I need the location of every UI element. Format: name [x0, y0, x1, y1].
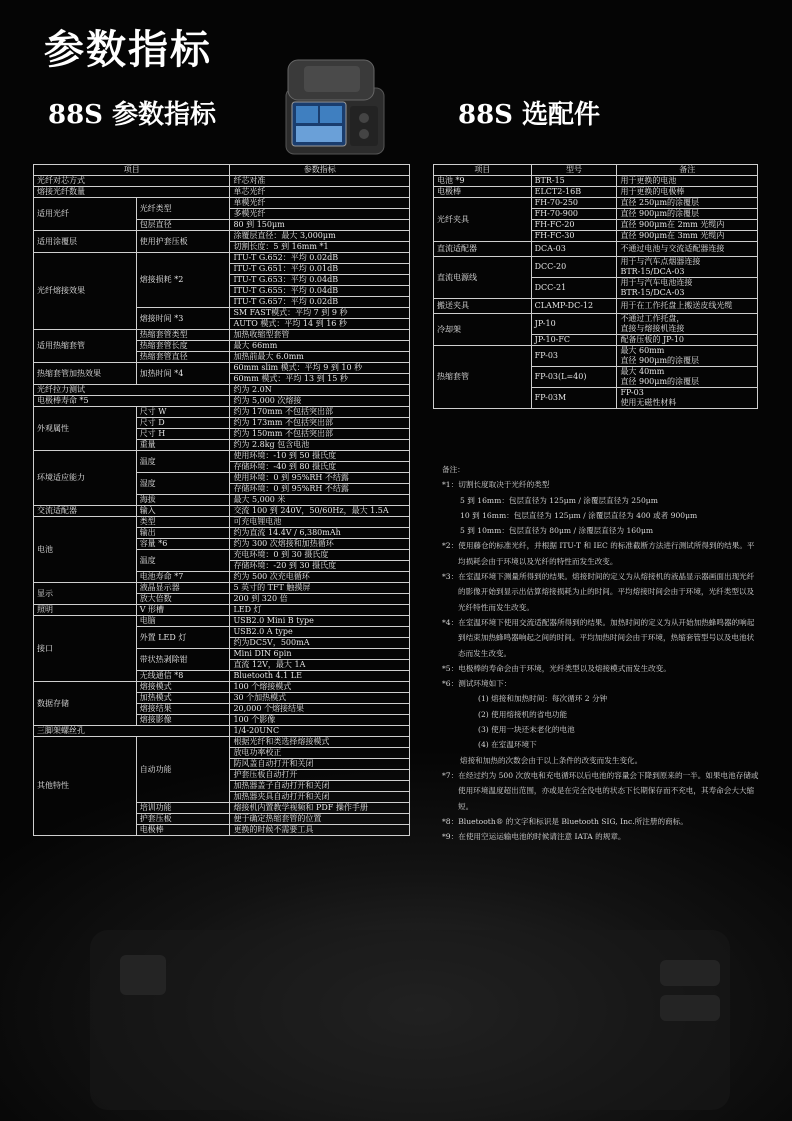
accessory-note-line1: 用于与汽车电池连接	[620, 278, 693, 287]
spec-value: 60mm slim 模式：平均 9 到 10 秒	[230, 363, 410, 374]
spec-value: 存储环境：0 到 95%RH 不结露	[230, 484, 410, 495]
spec-sublabel: 液晶显示器	[136, 583, 230, 594]
accessory-header-note: 备注	[617, 165, 758, 176]
spec-value: 交流 100 到 240V，50/60Hz，最大 1.5A	[230, 506, 410, 517]
accessory-note-line2: BTR-15/DCA-03	[620, 267, 685, 276]
spec-sublabel: 熔接结果	[136, 704, 230, 715]
spec-label: 熔接光纤数量	[34, 187, 230, 198]
note-3: *3：在室温环境下测量所得到的结果。熔接时间的定义为从熔接机的液晶显示器画面出现光纤的影像开始到显示出估算熔接损耗为止的时间。平均熔接时间会由于环境，光纤类型以及光纤特性而发生改变。	[442, 572, 755, 612]
spec-sublabel: 湿度	[136, 473, 230, 495]
spec-value: 熔接机内置教学视频和 PDF 操作手册	[230, 803, 410, 814]
accessory-note: 直径 900μm的涂覆层	[617, 209, 758, 220]
accessory-model: DCC-20	[531, 257, 617, 278]
spec-value: 纤芯对准	[230, 176, 410, 187]
spec-value: AUTO 模式：平均 14 到 16 秒	[230, 319, 410, 330]
spec-value: 单模光纤	[230, 198, 410, 209]
accessory-note	[617, 346, 758, 367]
spec-sublabel: 包层直径	[136, 220, 230, 231]
spec-sublabel: 加热时间 *4	[136, 363, 230, 385]
accessory-model: FH-FC-30	[531, 231, 617, 242]
note-6a: (1) 熔接和加热时间：每次循环 2 分钟	[478, 694, 608, 704]
accessory-header-model: 型号	[531, 165, 617, 176]
notes-section	[442, 462, 760, 844]
spec-value: 放电功率校正	[230, 748, 410, 759]
spec-sublabel: 带状热剥除钳	[136, 649, 230, 671]
spec-value: 约为 170mm 不包括突出部	[230, 407, 410, 418]
spec-value: 存储环境：-40 到 80 摄氏度	[230, 462, 410, 473]
spec-sublabel: V 形槽	[136, 605, 230, 616]
spec-value: 使用环境：-10 到 50 摄氏度	[230, 451, 410, 462]
note-6e: 熔接和加热的次数会由于以上条件的改变而发生变化。	[460, 755, 643, 765]
spec-value: 约为DC5V，500mA	[230, 638, 410, 649]
accessory-model: FP-03(L=40)	[531, 367, 617, 388]
accessory-note-line1: 用于与汽车点烟器连接	[620, 257, 701, 266]
accessory-model: JP-10-FC	[531, 335, 617, 346]
spec-value: 切割长度：5 到 16mm *1	[230, 242, 410, 253]
spec-sublabel: 热缩套管类型	[136, 330, 230, 341]
spec-sublabel: 输入	[136, 506, 230, 517]
accessory-note: 直径 900μm在 3mm 光缆内	[617, 231, 758, 242]
accessory-note: 用于在工作托盘上搬送皮线光缆	[617, 299, 758, 314]
spec-value: 5 英寸的 TFT 触摸屏	[230, 583, 410, 594]
accessory-model: FP-03	[531, 346, 617, 367]
note-6b: (2) 使用熔接机的省电功能	[478, 709, 568, 719]
accessory-note: 配备压板的 JP-10	[617, 335, 758, 346]
spec-sublabel: 热缩套管直径	[136, 352, 230, 363]
spec-sublabel: 海拔	[136, 495, 230, 506]
spec-value: 20,000 个熔接结果	[230, 704, 410, 715]
spec-sublabel: 电极棒	[136, 825, 230, 836]
spec-sublabel: 熔接时间 *3	[136, 308, 230, 330]
spec-sublabel: 熔接损耗 *2	[136, 253, 230, 308]
spec-label: 三脚架螺丝孔	[34, 726, 230, 737]
spec-value: ITU-T G.655：平均 0.04dB	[230, 286, 410, 297]
spec-value: SM FAST模式：平均 7 到 9 秒	[230, 308, 410, 319]
spec-value: 加热器盖子自动打开和关闭	[230, 781, 410, 792]
accessory-model: FH-FC-20	[531, 220, 617, 231]
spec-value: 约为 2.8kg 包含电池	[230, 440, 410, 451]
spec-sublabel: 培训功能	[136, 803, 230, 814]
background-reset-button	[660, 960, 720, 986]
spec-label: 适用涂覆层	[34, 231, 137, 253]
spec-label: 外观属性	[34, 407, 137, 451]
note-2: *2：使用藤仓的标准光纤，并根据 ITU-T 和 IEC 的标准截断方法进行测试所得到的结果。平均损耗会由于环境以及光纤的特性而发生改变。	[442, 541, 755, 566]
spec-sublabel: 温度	[136, 451, 230, 473]
note-1: *1：切割长度取决于光纤的类型	[442, 480, 550, 490]
spec-label: 适用光纤	[34, 198, 137, 231]
spec-sublabel: 类型	[136, 517, 230, 528]
accessory-note-line1: FP-03	[620, 388, 644, 397]
spec-sublabel: 无线通信 *8	[136, 671, 230, 682]
accessory-model: DCA-03	[531, 242, 617, 257]
note-4: *4：在室温环境下使用交流适配器所得到的结果。加热时间的定义为从开始加热蜂鸣器的响起到结束加热蜂鸣器响起之间的时间。平均加热时间会由于环境，热缩套管型号以及电池状态而发生改变。	[442, 617, 755, 658]
spec-value: 更换的时候不需要工具	[230, 825, 410, 836]
accessory-item: 热缩套管	[434, 346, 532, 409]
note-7: *7：在经过约为 500 次放电和充电循环以后电池的容量会下降到原来的一半。如果电池存储或使用环境温度超出范围，亦或是在完全没电的状态下长期保存而不充电，其寿命会大大缩短。	[442, 770, 759, 811]
spec-header-value: 参数指标	[230, 165, 410, 176]
accessory-item: 搬送夹具	[434, 299, 532, 314]
spec-label: 照明	[34, 605, 137, 616]
spec-label: 电极棒寿命 *5	[34, 396, 230, 407]
spec-label: 接口	[34, 616, 137, 682]
spec-sublabel: 尺寸 W	[136, 407, 230, 418]
spec-value: 使用环境：0 到 95%RH 不结露	[230, 473, 410, 484]
accessory-note-line1: 最大 60mm	[620, 346, 665, 355]
spec-sublabel: 加热模式	[136, 693, 230, 704]
accessory-model: ELCT2-16B	[531, 187, 617, 198]
accessory-heading: 88S 选配件	[458, 100, 601, 130]
spec-value: 便于确定热缩套管的位置	[230, 814, 410, 825]
accessory-note-line2: 直径 900μm的涂覆层	[620, 356, 700, 365]
note-6c: (3) 使用一块还未老化的电池	[478, 725, 575, 735]
spec-value: 护套压板自动打开	[230, 770, 410, 781]
note-1c: 5 到 10mm：包层直径为 80μm / 涂覆层直径为 160μm	[460, 526, 654, 536]
spec-sublabel: 输出	[136, 528, 230, 539]
spec-label: 其他特性	[34, 737, 137, 836]
accessory-note: 不通过电池与交流适配器连接	[617, 242, 758, 257]
accessory-item: 直流电源线	[434, 257, 532, 299]
spec-value: 约为直流 14.4V / 6,380mAh	[230, 528, 410, 539]
spec-header-item: 项目	[34, 165, 230, 176]
spec-value: 1/4-20UNC	[230, 726, 410, 737]
spec-label: 热缩套管加热效果	[34, 363, 137, 385]
spec-value: 60mm 模式：平均 13 到 15 秒	[230, 374, 410, 385]
spec-value: 可充电锂电池	[230, 517, 410, 528]
spec-value: 充电环境：0 到 30 摄氏度	[230, 550, 410, 561]
spec-value: 加热前最大 6.0mm	[230, 352, 410, 363]
note-1b: 10 到 16mm：包层直径为 125μm / 涂覆层直径为 400 或者 900μm	[460, 510, 698, 520]
accessory-note-line1: 最大 40mm	[620, 367, 665, 376]
spec-label: 适用热缩套管	[34, 330, 137, 363]
spec-value: 加热收缩型套管	[230, 330, 410, 341]
accessory-note	[617, 314, 758, 335]
spec-sublabel: 熔接影像	[136, 715, 230, 726]
accessory-note: 直径 900μm在 2mm 光缆内	[617, 220, 758, 231]
spec-value: USB2.0 A type	[230, 627, 410, 638]
page-title: 参数指标	[44, 27, 212, 73]
spec-sublabel: 外置 LED 灯	[136, 627, 230, 649]
accessory-note	[617, 367, 758, 388]
spec-sublabel: 温度	[136, 550, 230, 572]
spec-sublabel: 容量 *6	[136, 539, 230, 550]
spec-sublabel: 护套压板	[136, 814, 230, 825]
spec-heading: 88S 参数指标	[48, 100, 217, 130]
spec-label: 环境适应能力	[34, 451, 137, 506]
spec-value: 单芯光纤	[230, 187, 410, 198]
spec-value: Bluetooth 4.1 LE	[230, 671, 410, 682]
spec-sublabel: 尺寸 H	[136, 429, 230, 440]
spec-value: 存储环境：-20 到 30 摄氏度	[230, 561, 410, 572]
spec-value: 直流 12V，最大 1A	[230, 660, 410, 671]
spec-value: 100 个熔接模式	[230, 682, 410, 693]
background-set-button	[660, 995, 720, 1021]
spec-value: ITU-T G.653：平均 0.04dB	[230, 275, 410, 286]
spec-sublabel: 电脑	[136, 616, 230, 627]
accessory-item: 电池 *9	[434, 176, 532, 187]
spec-value: LED 灯	[230, 605, 410, 616]
notes-heading: 备注：	[442, 465, 465, 474]
spec-value: 多模光纤	[230, 209, 410, 220]
spec-label: 光纤拉力测试	[34, 385, 230, 396]
accessory-model: JP-10	[531, 314, 617, 335]
note-5: *5：电极棒的寿命会由于环境，光纤类型以及熔接模式而发生改变。	[442, 663, 671, 673]
accessory-note: 直径 250μm的涂覆层	[617, 198, 758, 209]
spec-value: 约为 300 次熔接和加热循环	[230, 539, 410, 550]
spec-sublabel: 光纤类型	[136, 198, 230, 220]
accessory-model: BTR-15	[531, 176, 617, 187]
spec-sublabel: 热缩套管长度	[136, 341, 230, 352]
note-8: *8：Bluetooth® 的文字和标识是 Bluetooth SIG, Inc.所注册的商标。	[442, 816, 688, 826]
spec-value: 最大 66mm	[230, 341, 410, 352]
spec-value: 加热器夹具自动打开和关闭	[230, 792, 410, 803]
accessory-note	[617, 278, 758, 299]
spec-label: 光纤对芯方式	[34, 176, 230, 187]
note-1a: 5 到 16mm：包层直径为 125μm / 涂覆层直径为 250μm	[460, 495, 658, 505]
spec-value: 100 个影像	[230, 715, 410, 726]
spec-value: 约为 150mm 不包括突出部	[230, 429, 410, 440]
accessory-note-line1: 不通过工作托盘，	[620, 314, 685, 323]
spec-value: ITU-T G.651：平均 0.01dB	[230, 264, 410, 275]
spec-sublabel: 放大倍数	[136, 594, 230, 605]
spec-value: 80 到 150μm	[230, 220, 410, 231]
accessory-note-line2: 使用无磁性材料	[620, 398, 677, 407]
accessory-note-line2: BTR-15/DCA-03	[620, 288, 685, 297]
spec-value: 约为 173mm 不包括突出部	[230, 418, 410, 429]
spec-value: 防风盖自动打开和关闭	[230, 759, 410, 770]
spec-value: USB2.0 Mini B type	[230, 616, 410, 627]
fusion-splicer-image	[278, 48, 388, 160]
spec-table	[33, 164, 410, 836]
spec-sublabel: 电池寿命 *7	[136, 572, 230, 583]
accessory-note-line2: 直接与熔接机连接	[620, 324, 685, 333]
spec-value: Mini DIN 6pin	[230, 649, 410, 660]
accessory-item: 直流适配器	[434, 242, 532, 257]
spec-sublabel: 重量	[136, 440, 230, 451]
spec-value: 根据光纤和类选择熔接模式	[230, 737, 410, 748]
accessory-note	[617, 388, 758, 409]
accessory-model: FH-70-900	[531, 209, 617, 220]
accessory-model: FH-70-250	[531, 198, 617, 209]
spec-value: 最大 5,000 米	[230, 495, 410, 506]
spec-sublabel: 自动功能	[136, 737, 230, 803]
spec-label: 数据存储	[34, 682, 137, 726]
spec-label: 交流适配器	[34, 506, 137, 517]
accessory-item: 冷却架	[434, 314, 532, 346]
spec-sublabel: 使用护套压板	[136, 231, 230, 253]
accessory-note	[617, 257, 758, 278]
spec-value: 约为 2.0N	[230, 385, 410, 396]
accessory-note-line2: 直径 900μm的涂覆层	[620, 377, 700, 386]
spec-value: 30 个加热模式	[230, 693, 410, 704]
note-6d: (4) 在室温环境下	[478, 740, 537, 750]
accessory-model: CLAMP-DC-12	[531, 299, 617, 314]
spec-value: 约为 5,000 次熔接	[230, 396, 410, 407]
background-device-photo	[90, 930, 730, 1110]
accessory-item: 电极棒	[434, 187, 532, 198]
accessory-model: DCC-21	[531, 278, 617, 299]
spec-label: 电池	[34, 517, 137, 583]
accessory-table	[433, 164, 758, 409]
spec-sublabel: 熔接模式	[136, 682, 230, 693]
spec-sublabel: 尺寸 D	[136, 418, 230, 429]
accessory-note: 用于更换的电极棒	[617, 187, 758, 198]
accessory-model: FP-03M	[531, 388, 617, 409]
background-power-button	[120, 955, 166, 995]
accessory-header-item: 项目	[434, 165, 532, 176]
spec-value: 涂覆层直径：最大 3,000μm	[230, 231, 410, 242]
note-9: *9：在使用空运运输电池的时候请注意 IATA 的规章。	[442, 832, 626, 842]
spec-label: 显示	[34, 583, 137, 605]
spec-value: ITU-T G.652：平均 0.02dB	[230, 253, 410, 264]
spec-label: 光纤熔接效果	[34, 253, 137, 330]
spec-value: ITU-T G.657：平均 0.02dB	[230, 297, 410, 308]
accessory-note: 用于更换的电池	[617, 176, 758, 187]
spec-value: 200 到 320 倍	[230, 594, 410, 605]
spec-value: 约为 500 次充电循环	[230, 572, 410, 583]
note-6: *6：测试环境如下：	[442, 679, 512, 689]
accessory-item: 光纤夹具	[434, 198, 532, 242]
